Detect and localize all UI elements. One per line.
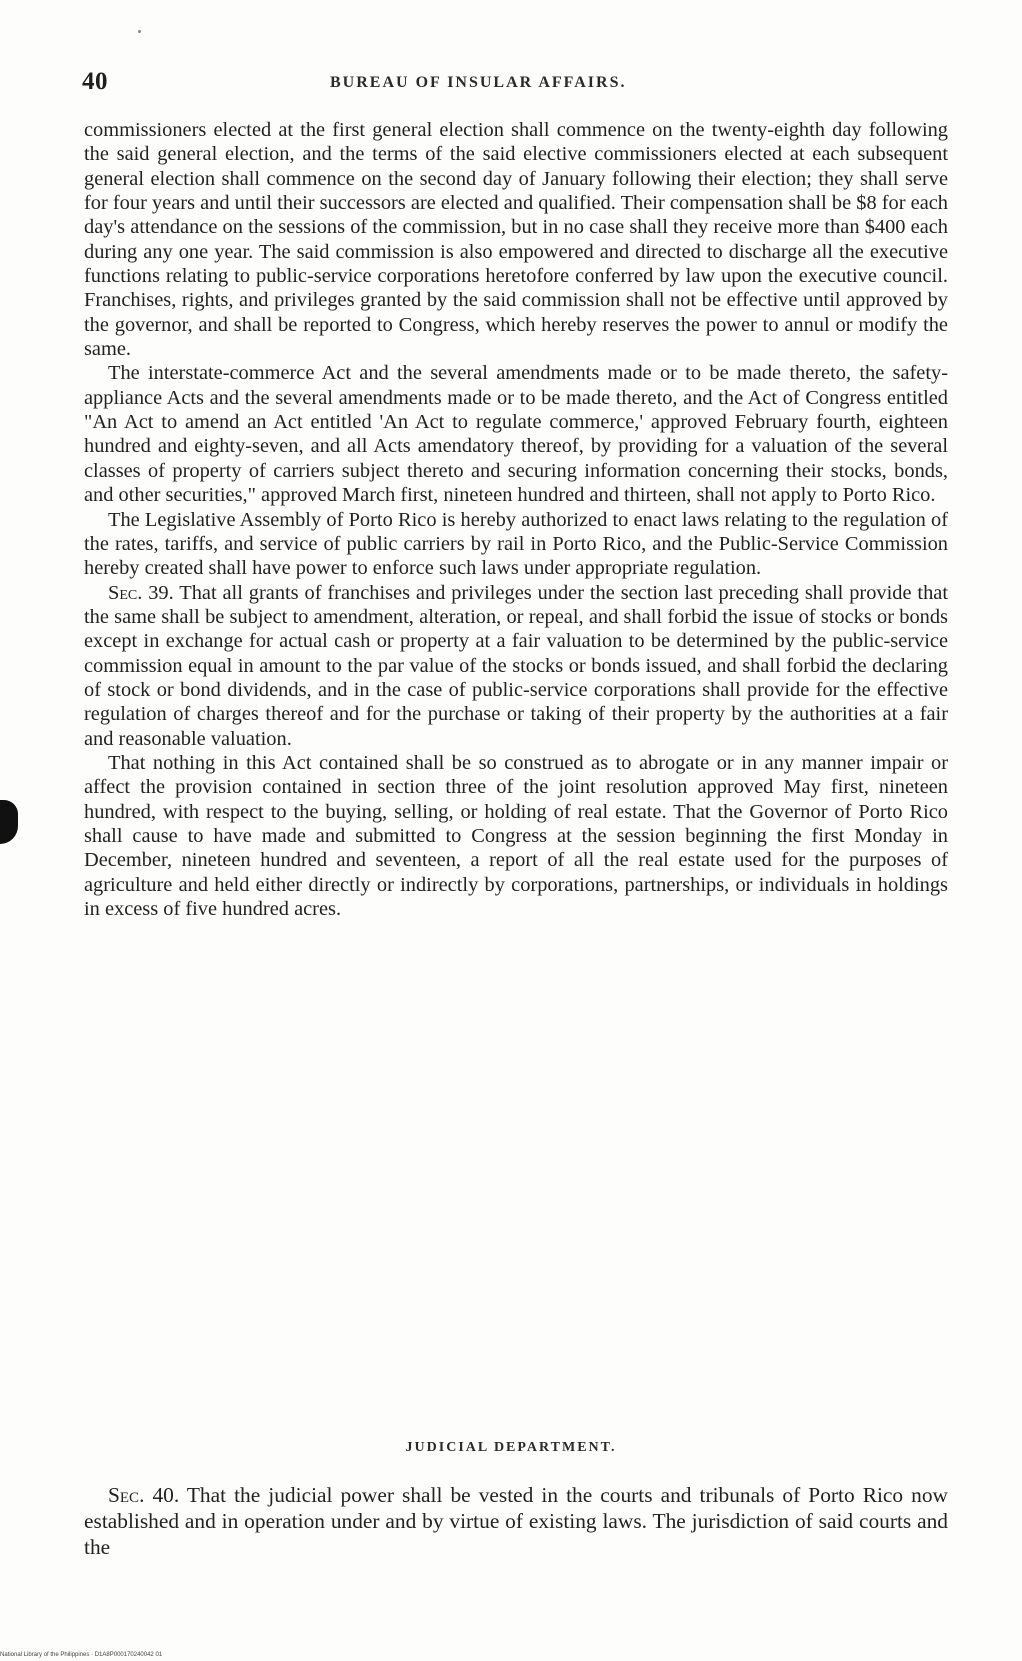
binding-mark [0, 800, 18, 844]
running-head: BUREAU OF INSULAR AFFAIRS. [330, 74, 627, 91]
scan-speck [138, 30, 141, 33]
paragraph-sec-39-text: That all grants of franchises and privileges under the section last preceding shall provide that the same shall be subject to amendment, alteration, or repeal, and shall forbid the issue of stocks or bonds except in exchange for actual cash or property at a fair valuation to be determined by the public-service commission equal in amount to the par value of the stocks or bonds issued, and shall forbid the declaring of stock or bond dividends, and in the case of public-service corporations shall provide for the effective regulation of charges thereof and for the purchase or taking of their property by the authorities at a fair and reasonable valuation. [84, 581, 948, 750]
judicial-text [84, 1482, 948, 1560]
paragraph-interstate-commerce: The interstate-commerce Act and the several amendments made or to be made thereto, the safety-appliance Acts and the several amendments made or to be made thereto, and the Act of Congress entitled "An Act to amend an Act entitled 'An Act to regulate commerce,' approved February fourth, eighteen hundred and eighty-seven, and all Acts amendatory thereof, by providing for a valuation of the several classes of property of carriers subject thereto and securing information concerning their stocks, bonds, and other securities," approved March first, nineteen hundred and thirteen, shall not apply to Porto Rico. [84, 362, 948, 507]
section-heading: JUDICIAL DEPARTMENT. [405, 1440, 617, 1455]
paragraph-sec-39 [84, 581, 948, 751]
paragraph-commissioners: commissioners elected at the first general election shall commence on the twenty-eighth day following the said general election, and the terms of the said elective commissioners elected at each subsequent general election shall commence on the second day of January following their election; they shall serve for four years and until their successors are elected and qualified. Their compensation shall be $8 for each day's attendance on the sessions of the commission, but in no case shall they receive more than $400 each during any one year. The said commission is also empowered and directed to discharge all the executive functions relating to public-service corporations heretofore conferred by law upon the executive council. Franchises, rights, and privileges granted by the said commission shall not be effective until approved by the governor, and shall be reported to Congress, which hereby reserves the power to annul or modify the same. [84, 119, 948, 361]
paragraph-real-estate: That nothing in this Act contained shall be so construed as to abrogate or in any manner impair or affect the provision contained in section three of the joint resolution approved May first, nineteen hundred, with respect to the buying, selling, or holding of real estate. That the Governor of Porto Rico shall cause to have made and submitted to Congress at the session beginning the first Monday in December, nineteen hundred and seventeen, a report of all the real estate used for the purposes of agriculture and held either directly or indirectly by corporations, partnerships, or individuals in holdings in excess of five hundred acres. [84, 751, 948, 920]
body-text [84, 118, 948, 921]
paragraph-sec-40-text: That the judicial power shall be vested in the courts and tribunals of Porto Rico now established and in operation under and by virtue of existing laws. The jurisdiction of said courts and the [84, 1483, 948, 1559]
paragraph-legislative-assembly: The Legislative Assembly of Porto Rico is hereby authorized to enact laws relating to the regulation of the rates, tariffs, and service of public carriers by rail in Porto Rico, and the Public-Service Commission hereby created shall have power to enforce such laws under appropriate regulation. [84, 508, 948, 580]
paragraph-sec-40 [84, 1482, 948, 1560]
section-label-40: Sec. 40. [108, 1483, 180, 1507]
page-number: 40 [82, 68, 108, 95]
scan-credit: National Library of the Philippines · D1A8P000170240042 01 [0, 1652, 163, 1658]
section-label-39: Sec. 39. [108, 581, 174, 604]
